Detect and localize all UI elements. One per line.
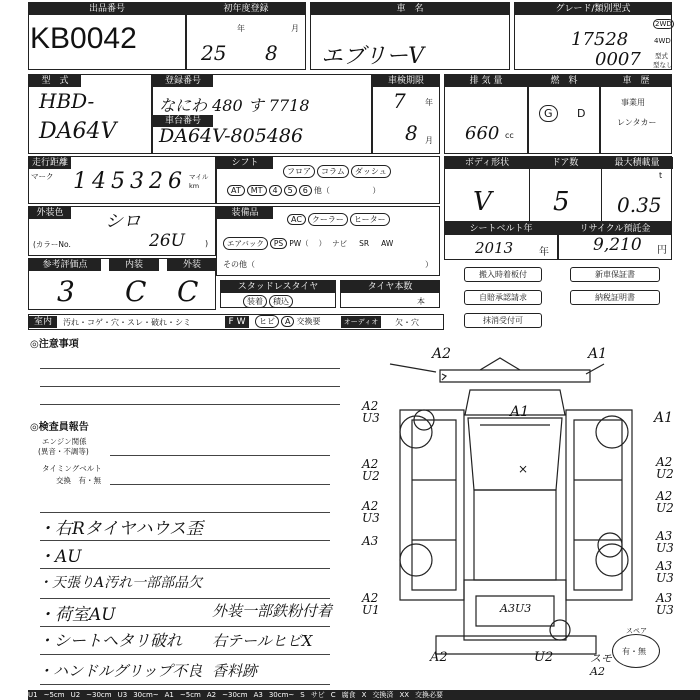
notes-title: ◎注意事項 (30, 339, 79, 350)
legend-item: 腐食 (341, 691, 356, 699)
fuel-d: D (577, 107, 586, 120)
shift-label: シフト (217, 157, 273, 169)
capacity-label: 最大積載量 (601, 157, 673, 169)
inspector-title: ◎検査員報告 (30, 422, 89, 433)
color-box (28, 206, 216, 256)
timing-line (110, 484, 330, 485)
grade-box (514, 2, 672, 70)
shift-5: 5 (284, 185, 297, 196)
mileage-digit: 6 (168, 169, 182, 194)
note-line (40, 684, 330, 685)
first-reg-label: 初年度登録 (187, 3, 305, 15)
studless-mounted: 装着 (243, 295, 267, 308)
car-name: エブリーV (321, 44, 425, 69)
ref-score-value: 3 (57, 275, 75, 308)
equipment-label: 装備品 (217, 207, 273, 219)
history-label: 車 歴 (601, 75, 671, 87)
grade-label: グレード/類別型式 (515, 3, 671, 15)
studless-loaded: 積込 (269, 295, 293, 308)
mark-left-mid: A2 U3 (362, 499, 380, 525)
note-line (40, 540, 330, 541)
displacement-value: 660 (465, 123, 500, 144)
interior-score-value: C (125, 275, 147, 308)
history-item-business: 事業用 (621, 98, 645, 107)
month-unit: 月 (291, 24, 299, 33)
body-divider-1 (529, 157, 530, 221)
studless-box (220, 280, 336, 308)
audio-items: 欠・穴 (395, 318, 419, 327)
model-box (28, 74, 152, 154)
color-code-value: 26U (149, 231, 185, 251)
history-box (600, 74, 672, 154)
color-value: シロ (105, 211, 141, 232)
seatbelt-unit: 年 (539, 247, 549, 258)
first-reg-box (186, 2, 306, 70)
timing-options: 交換 有・無 (56, 476, 101, 485)
capacity-unit: t (659, 171, 663, 180)
chassis-no: DA64V-805486 (159, 125, 304, 147)
legend-item: ~5cm (43, 691, 65, 699)
note-line (40, 512, 330, 513)
doc-tax: 納税証明書 (570, 290, 660, 305)
displacement-box (444, 74, 528, 154)
mark-left-front-door: A2 U2 (362, 457, 380, 483)
mark-left-front-fender: A2 U3 (362, 399, 380, 425)
note-line (40, 598, 330, 599)
seatbelt-value: 2013 (475, 239, 514, 257)
fuel-g: G (539, 105, 558, 122)
equip-sr: SR (359, 239, 370, 248)
inspection-year-unit: 年 (425, 98, 433, 107)
recycle-label: リサイクル預託金 (559, 223, 671, 235)
fuel-label: 燃 料 (529, 75, 599, 87)
legend-item: C (330, 691, 336, 699)
mark-bottom-center: U2 (534, 650, 554, 665)
legend-item: U1 (28, 691, 38, 699)
shift-6: 6 (299, 185, 312, 196)
drive-2wd: 2WD (655, 20, 672, 28)
handwritten-note: ・荷室AU (38, 605, 116, 625)
shift-floor: フロア (283, 165, 315, 178)
color-label: 外装色 (29, 207, 71, 219)
fw-label: F W (225, 316, 249, 328)
seatbelt-label: シートベルト年 (445, 223, 557, 235)
damage-legend (28, 690, 700, 700)
legend-item: U3 (117, 691, 128, 699)
ref-score-label: 参考評価点 (29, 259, 101, 271)
inspection-year: 7 (393, 89, 406, 113)
mileage-digits (73, 169, 182, 194)
recycle-box (558, 222, 672, 260)
equip-navi: ナビ (332, 239, 348, 248)
legend-item: ~30cm (222, 691, 248, 699)
timing-label: タイミングベルト (42, 464, 102, 473)
doc-cancel: 抹消受付可 (464, 313, 542, 328)
inspection-label: 車検期限 (373, 75, 439, 87)
handwritten-note: ・右Rタイヤハウス歪 (38, 519, 203, 539)
lot-id: KB0042 (30, 22, 137, 55)
legend-item: 交換必要 (415, 691, 444, 699)
notes-line (40, 404, 340, 405)
fw-a: A (281, 316, 294, 327)
reg-no-label: 登録番号 (153, 75, 213, 87)
body-box (444, 156, 672, 222)
mileage-digit: 5 (111, 169, 125, 194)
model-line1: HBD- (39, 89, 95, 113)
mark-left-rear-door: A3 (362, 534, 379, 548)
inspection-month: 8 (405, 121, 418, 145)
year-unit: 年 (237, 24, 245, 33)
mileage-digit: 2 (149, 169, 163, 194)
doc-insurance: 自賠承認請求 (464, 290, 542, 305)
mark-right-door2: A2 U2 (656, 489, 674, 515)
mark-rear-center: A3U3 (500, 602, 532, 615)
shift-other: 他（ (313, 186, 330, 195)
scores-box (28, 258, 216, 310)
mark-right-front: A1 (654, 410, 674, 426)
mileage-unit: マイル km (189, 173, 209, 190)
body-style-label: ボディ形状 (445, 157, 529, 169)
exterior-score-value: C (177, 275, 199, 308)
equip-pw-close: ） (318, 239, 327, 248)
first-reg-year: 25 (201, 41, 227, 65)
doors-value: 5 (553, 187, 570, 217)
condition-row (28, 314, 444, 330)
model-type-label: 型式 (655, 52, 668, 60)
handwritten-note-right: 香料跡 (212, 662, 258, 680)
legend-item: 30cm~ (268, 691, 295, 699)
note-line (40, 626, 330, 627)
exterior-score-label: 外装 (167, 259, 217, 271)
legend-item: S (300, 691, 305, 699)
tires-label: タイヤ本数 (341, 281, 439, 293)
shift-dash: ダッシュ (351, 165, 391, 178)
legend-item: A2 (206, 691, 217, 699)
legend-item: 30cm~ (133, 691, 159, 699)
capacity-value: 0.35 (617, 193, 662, 217)
displacement-label: 排 気 量 (445, 75, 527, 87)
handwritten-note-right: 外装一部鉄粉付着 (212, 602, 333, 620)
recycle-value: 9,210 (593, 235, 642, 255)
color-code-label: (カラーNo. (33, 240, 71, 249)
equip-ac: AC (287, 214, 306, 225)
mark-center-x: × (518, 462, 529, 476)
notes-line (40, 386, 340, 387)
shift-at: AT (227, 185, 245, 196)
chassis-label: 車台番号 (153, 115, 213, 127)
mileage-box (28, 156, 216, 204)
shift-4: 4 (269, 185, 282, 196)
color-code-close: ) (205, 239, 209, 248)
lot-no-box (28, 2, 186, 70)
model-label: 型 式 (29, 75, 81, 87)
legend-item: ~5cm (179, 691, 201, 699)
drive-4wd: 4WD (654, 37, 671, 45)
meter-label: マーク (31, 172, 54, 181)
fuel-box (528, 74, 600, 154)
legend-item: 交換済 (372, 691, 394, 699)
legend-item: ~30cm (86, 691, 112, 699)
legend-item: X (361, 691, 367, 699)
shift-options-top (283, 165, 393, 178)
handwritten-note: ・AU (38, 547, 82, 567)
handwritten-note: ・ハンドルグリップ不良 (38, 662, 203, 680)
equip-other: その他（ (223, 260, 255, 269)
mark-right-door3: A3 U3 (656, 529, 674, 555)
engine-issue-sub: (異音・不調等) (38, 447, 89, 456)
studless-options (243, 295, 295, 308)
model-type-none: 型なし (653, 61, 673, 69)
car-name-box (310, 2, 510, 70)
grade-line2: 0007 (595, 49, 641, 70)
mark-top-right: A1 (588, 346, 608, 362)
equip-pw: PW（ (289, 239, 309, 248)
body-style-value: V (473, 187, 492, 217)
car-name-label: 車 名 (311, 3, 509, 15)
equip-cooler: クーラー (308, 213, 348, 226)
seatbelt-box (444, 222, 558, 260)
model-line2: DA64V (39, 119, 117, 144)
studless-label: スタッドレスタイヤ (221, 281, 335, 293)
body-divider-2 (601, 157, 602, 221)
equip-other-close: ） (425, 260, 433, 269)
history-item-rental: レンタカー (617, 118, 657, 127)
recycle-unit: 円 (657, 245, 667, 256)
fw-replace: 交換要 (296, 317, 321, 326)
equipment-row2 (223, 237, 393, 250)
engine-issue-label: エンジン関係 (42, 437, 87, 446)
audio-label: オーディオ (341, 316, 381, 328)
equip-aw: AW (381, 239, 394, 248)
reg-no: なにわ 480 す 7718 (159, 96, 310, 115)
equipment-row1 (287, 213, 392, 226)
shift-other-close: ） (372, 186, 381, 195)
equip-airbag: エアバック (223, 237, 268, 250)
tires-box (340, 280, 440, 308)
doc-warranty: 新車保証書 (570, 267, 660, 282)
doc-delivery: 搬入時着板付 (464, 267, 542, 282)
legend-item: A1 (164, 691, 174, 699)
mark-right-door1: A2 U2 (656, 455, 674, 481)
equip-heater: ヒーター (350, 213, 390, 226)
fw-crack: ヒビ (255, 315, 279, 328)
mileage-digit: 3 (130, 169, 144, 194)
mileage-digit: 4 (92, 169, 106, 194)
lot-no-label: 出品番号 (29, 3, 185, 15)
mark-left-rear: A2 U1 (362, 591, 380, 617)
handwritten-note-right: 右テールヒビX (212, 632, 313, 650)
engine-line (110, 455, 330, 456)
reg-box (152, 74, 372, 154)
legend-item: A3 (253, 691, 263, 699)
fw-items (255, 315, 320, 328)
interior-cond-label: 室内 (29, 316, 57, 328)
mark-right-rear: A3 U3 (656, 559, 674, 585)
doors-label: ドア数 (529, 157, 601, 169)
notes-line (40, 368, 340, 369)
spare-value: 有・無 (622, 647, 646, 656)
inspection-month-unit: 月 (425, 136, 433, 145)
legend-item: サビ (310, 691, 325, 699)
inspection-box (372, 74, 440, 154)
shift-options-bottom (227, 185, 380, 196)
equipment-box (216, 206, 440, 276)
legend-item: XX (399, 691, 410, 699)
equip-ps: PS (270, 238, 287, 249)
first-reg-month: 8 (265, 41, 278, 65)
mark-right-rear-bottom: A3 U3 (656, 591, 674, 617)
note-line (40, 654, 330, 655)
note-line (40, 568, 330, 569)
tires-unit: 本 (417, 297, 425, 306)
mileage-label: 走行距離 (29, 157, 71, 169)
cc-unit: cc (505, 131, 514, 140)
shift-column: コラム (317, 165, 349, 178)
mileage-digit: 1 (73, 169, 87, 194)
interior-cond-items: 汚れ・コゲ・穴・スレ・破れ・シミ (63, 318, 191, 327)
handwritten-note: ・シートヘタリ破れ (38, 631, 183, 650)
interior-score-label: 内装 (109, 259, 159, 271)
mark-top-left: A2 (432, 346, 452, 362)
shift-box (216, 156, 440, 204)
spare-label: スペア (626, 627, 647, 635)
shift-mt: MT (247, 185, 267, 196)
grade-line1: 17528 (571, 29, 629, 50)
handwritten-note: ・天張りA汚れ一部部品欠 (38, 575, 203, 591)
legend-item: U2 (70, 691, 81, 699)
mark-bottom-right: スモ A2 (590, 652, 612, 678)
mark-roof: A1 (510, 404, 530, 420)
mark-bottom-left: A2 (430, 650, 448, 665)
